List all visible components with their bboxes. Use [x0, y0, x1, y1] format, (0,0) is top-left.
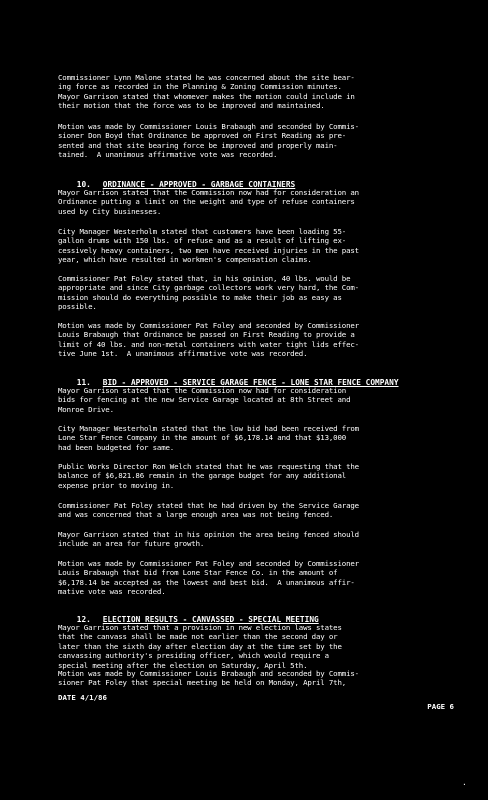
heading-title: ORDINANCE - APPROVED - GARBAGE CONTAINERS: [102, 180, 296, 189]
paragraph-motion-weight-limit: Motion was made by Commissioner Pat Foley and seconded by Commissioner Louis Brabaugh that Ordinance be passed on First Reading to provide a limit of 40 lbs. and non-metal containers with water tight lids effec- tive June 1st. A unanimous affirmative vote was recorded.: [58, 321, 359, 359]
heading-number: 11.: [76, 378, 91, 387]
paragraph-future-growth: Mayor Garrison stated that in his opinion the area being fenced should include an area for future growth.: [58, 530, 359, 549]
heading-title: BID - APPROVED - SERVICE GARAGE FENCE - LONE STAR FENCE COMPANY: [102, 378, 399, 387]
paragraph-foley-weight-opinion: Commissioner Pat Foley stated that, in his opinion, 40 lbs. would be appropriate and since City garbage collectors work very hard, the Com- mission should do everything possible to make their job as easy as possible.: [58, 274, 359, 312]
heading-number: 12.: [76, 615, 91, 624]
paragraph-remaining-balance: Public Works Director Ron Welch stated that he was requesting that the balance of $6,821.86 remain in the garage budget for any additional expense prior to moving in.: [58, 462, 359, 490]
paragraph-fenced-area-concern: Commissioner Pat Foley stated that he had driven by the Service Garage and was concerned that a large enough area was not being fenced.: [58, 501, 359, 520]
paragraph-low-bid: City Manager Westerholm stated that the low bid had been received from Lone Star Fence Company in the amount of $6,178.14 and that $13,000 had been budgeted for same.: [58, 424, 359, 452]
scan-speck: ·: [462, 780, 467, 789]
footer-page-number: PAGE 6: [427, 702, 454, 711]
paragraph-container-injuries: City Manager Westerholm stated that customers have been loading 55- gallon drums with 150 lbs. of refuse and as a result of lifting ex- cessively heavy containers, two men have received injuries in the past year, which have resulted in workmen's compensation claims.: [58, 227, 359, 265]
paragraph-motion-accept-bid: Motion was made by Commissioner Pat Foley and seconded by Commissioner Louis Brabaugh that bid from Lone Star Fence Co. in the amount of $6,178.14 be accepted as the lowest and best bid. A unanimous affir- mative vote was recorded.: [58, 559, 359, 597]
paragraph-canvass-provision: Mayor Garrison stated that a provision in new election laws states that the canvass shall be made not earlier than the second day or later than the sixth day after election day at the time set by the canvassing authority's presiding officer, which would require a special meeting after the election on Saturday, April 5th.: [58, 623, 342, 670]
page-footer: [58, 684, 454, 720]
paragraph-motion-ordinance-first-reading: Motion was made by Commissioner Louis Brabaugh and seconded by Commis- sioner Don Boyd that Ordinance be approved on First Reading as pre- sented and that site bearing force be improved and properly main- tained. A unanimous affirmative vote was recorded.: [58, 122, 359, 160]
paragraph-garbage-ordinance-intro: Mayor Garrison stated that the Commission now had for consideration an Ordinance putting a limit on the weight and type of refuse containers used by City businesses.: [58, 188, 359, 216]
heading-title: ELECTION RESULTS - CANVASSED - SPECIAL MEETING: [102, 615, 319, 624]
paragraph-site-bearing-force: Commissioner Lynn Malone stated he was concerned about the site bear- ing force as recorded in the Planning & Zoning Commission minutes. Mayor Garrison stated that whomever makes the motion could include in their motion that the force was to be improved and maintained.: [58, 73, 355, 111]
paragraph-fence-bids-intro: Mayor Garrison stated that the Commission now had for consideration bids for fencing at the new Service Garage located at 8th Street and Monroe Drive.: [58, 386, 351, 414]
paragraph-motion-special-meeting: Motion was made by Commissioner Louis Brabaugh and seconded by Commis- sioner Pat Foley that special meeting be held on Monday, April 7th,: [58, 669, 359, 688]
footer-date: DATE 4/1/86: [58, 693, 107, 702]
heading-number: 10.: [76, 180, 91, 189]
